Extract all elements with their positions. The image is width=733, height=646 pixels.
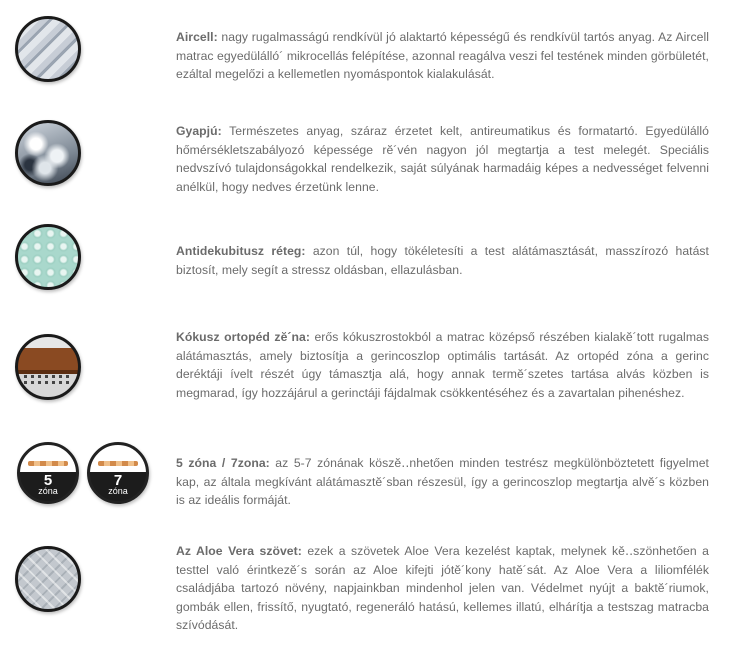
feature-text: nagy rugalmasságú rendkívül jó alaktartó képességű és rendkívül tartós anyag. Az Aircell matrac egyedülálló´ mikrocellás felépítése, azonnal reagálva veszi fel testének minden görbületét, ezáltal megelőzi a kellemetlen nyomáspontok kialakulását.: [176, 30, 709, 81]
feature-term: Kókusz ortopéd zĕ´na:: [176, 330, 310, 344]
spring-decoration: [24, 375, 72, 378]
feature-text: ezek a szövetek Aloe Vera kezelést kaptak, melynek kĕ‥szönhetően a testtel való érintkezĕ´s során az Aloe kifejti jótĕ´kony hatĕ´sát. Az Aloe Vera a liliomfélék családjába tartozó növény, napjainkban mindenhol jelen van. Védelmet nyújt a baktĕ´riumok, gombák ellen, frissítő, nyugtató, regeneráló hatású, kellemes illatú, elhárítja a testszag matracba szívódását.: [176, 544, 709, 632]
feature-text: az 5-7 zónának köszĕ‥nhetően minden testrész megkülönböztetett figyelmet kap, az általa megkívánt alátámasztĕ´sban részesül, így a gerincoszlop megtartja alvĕ´s közben is az ideális formáját.: [176, 456, 709, 507]
feature-term: Az Aloe Vera szövet:: [176, 544, 302, 558]
feature-description: [176, 242, 709, 279]
spring-decoration: [24, 381, 72, 384]
feature-term: Gyapjú:: [176, 124, 222, 138]
aircell-foam-icon: [15, 16, 81, 82]
feature-description: [176, 122, 709, 196]
feature-description: [176, 28, 709, 84]
mattress-zone-graphic: [28, 461, 68, 467]
zone-label: zóna: [108, 486, 128, 497]
seven-zone-icon: [87, 442, 149, 504]
feature-term: Aircell:: [176, 30, 218, 44]
feature-description: [176, 328, 709, 402]
feature-term: Antidekubitusz réteg:: [176, 244, 306, 258]
mattress-zone-graphic: [98, 461, 138, 467]
feature-text: Természetes anyag, száraz érzetet kelt, antireumatikus és formatartó. Egyedülálló hőmérsékletszabályozó képessége rĕ´vén nagyon jól megtartja a test melegét. Speciális nedvszívó tulajdonságokkal rendelkezik, saját súlyának harmadáig képes a nedvességet felvenni anélkül, hogy nedves érzetünk lenne.: [176, 124, 709, 194]
zone-number: 7: [113, 472, 123, 489]
feature-term: 5 zóna / 7zona:: [176, 456, 270, 470]
zone-number: 5: [43, 472, 53, 489]
feature-description: [176, 542, 709, 635]
five-zone-icon: [17, 442, 79, 504]
antidecubitus-layer-icon: [15, 224, 81, 290]
coconut-core-icon: [15, 334, 81, 400]
feature-text: azon túl, hogy tökéletesíti a test alátámasztását, masszírozó hatást biztosít, mely segít a stressz oldásban, ellazulásban.: [176, 244, 709, 277]
feature-description: [176, 454, 709, 510]
zone-label: zóna: [38, 486, 58, 497]
feature-text: erős kókuszrostokból a matrac középső részében kialakĕ´tott rugalmas alátámasztás, amely biztosítja a gerincoszlop optimális tartását. Az ortopéd zóna a gerinc deréktáji ívelt részét úgy támasztja alá, hogy annak termĕ´szetes tartása alvás közben is megmarad, így hozzájárul a gerinctáji fájdalmak csökkentéséhez és a zavartalan pihenéshez.: [176, 330, 709, 400]
aloe-vera-fabric-icon: [15, 546, 81, 612]
wool-icon: [15, 120, 81, 186]
